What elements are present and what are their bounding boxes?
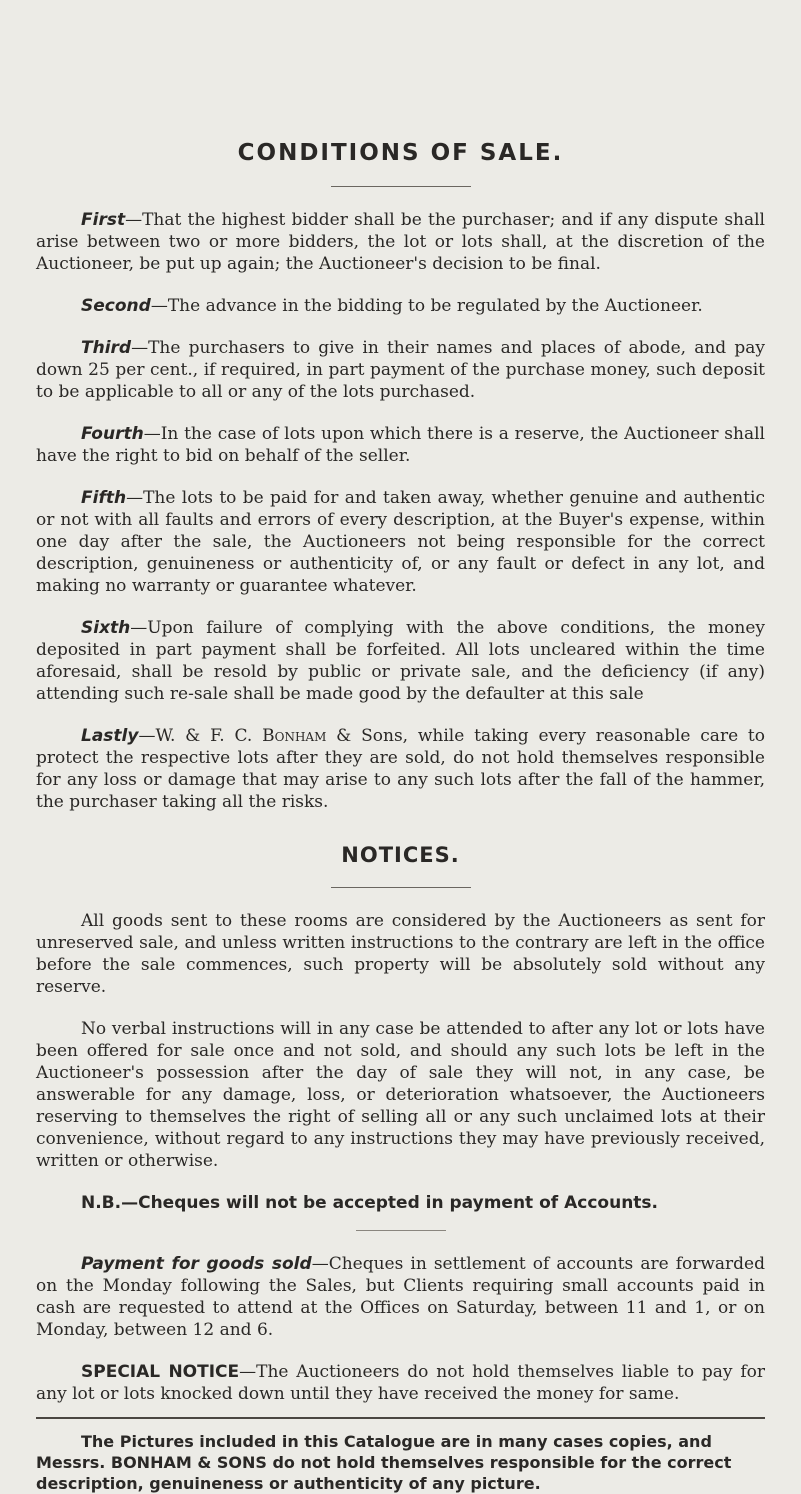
condition-lastly (36, 725, 765, 813)
condition-text: —Upon failure of complying with the above conditions, the money deposited in part payment shall be forfeited. All lots uncleared within the time aforesaid, shall be resold by public or private sale, and the deficiency (if any) attending such re-sale shall be made good by the defaulter at this sale (36, 618, 765, 704)
condition-sixth (36, 617, 765, 705)
footer-rule (36, 1417, 765, 1419)
condition-lead: Sixth (81, 618, 131, 638)
condition-text: —That the highest bidder shall be the purchaser; and if any dispute shall arise between two or more bidders, the lot or lots shall, at the discretion of the Auctioneer, be put up again; the Auctioneer's decision to be final. (36, 210, 765, 274)
condition-lead: First (81, 210, 126, 230)
cheques-note: N.B.—Cheques will not be accepted in payment of Accounts. (81, 1193, 658, 1213)
notices-rule (331, 887, 471, 888)
condition-text-post: & Sons, while taking every reasonable care to protect the respective lots after they are sold, do not hold themselves responsible for any loss or damage that may arise to any such lots after the fall of the hammer, the purchaser taking all the risks. (36, 726, 766, 812)
condition-first (36, 209, 765, 275)
condition-fourth (36, 423, 765, 467)
condition-text: —The purchasers to give in their names and places of abode, and pay down 25 per cent., if required, in part payment of the purchase money, such deposit to be applicable to all or any of the lots purchased. (36, 338, 765, 402)
condition-third (36, 337, 765, 403)
condition-lead: Second (81, 296, 151, 316)
notices-title: NOTICES. (341, 843, 460, 867)
notice-unreserved: All goods sent to these rooms are considered by the Auctioneers as sent for unreserved sale, and unless written instructions to the contrary are left in the office before the sale commences, such property will be absolutely sold without any reserve. (36, 911, 765, 997)
special-notice (36, 1361, 765, 1405)
condition-text: —The advance in the bidding to be regulated by the Auctioneer. (150, 296, 703, 316)
payment-notice (36, 1253, 765, 1341)
condition-fifth (36, 487, 765, 597)
condition-lead: Lastly (81, 726, 139, 746)
nb-rule (356, 1230, 446, 1231)
condition-text: —In the case of lots upon which there is a reserve, the Auctioneer shall have the right to bid on behalf of the seller. (36, 424, 765, 466)
condition-lead: Fourth (81, 424, 144, 444)
payment-lead: Payment for goods sold (81, 1254, 312, 1274)
condition-second (36, 295, 765, 317)
page-title: CONDITIONS OF SALE. (237, 140, 564, 166)
condition-lead: Fifth (81, 488, 127, 508)
special-text: —The Auctioneers do not hold themselves liable to pay for any lot or lots knocked down until they have received the money for same. (36, 1362, 765, 1404)
condition-text: —The lots to be paid for and taken away, whether genuine and authentic or not with all faults and errors of every description, at the Buyer's expense, within one day after the sale, the Auctioneers not being responsible for the correct description, genuineness or authenticity of, or any fault or defect in any lot, and making no warranty or guarantee whatever. (36, 488, 765, 596)
pictures-disclaimer: The Pictures included in this Catalogue are in many cases copies, and Messrs. BONHAM & SONS do not hold themselves responsible for the correct description, genuineness or authenticity of any picture. (36, 1432, 732, 1493)
firm-name: Bonham (262, 726, 327, 746)
special-lead: SPECIAL NOTICE (81, 1362, 240, 1382)
title-rule (331, 186, 471, 187)
payment-text: —Cheques in settlement of accounts are forwarded on the Monday following the Sales, but Clients requiring small accounts paid in cash are requested to attend at the Offices on Saturday, between 11 and 1, or on Monday, between 12 and 6. (36, 1254, 765, 1340)
notice-verbal-instructions: No verbal instructions will in any case be attended to after any lot or lots have been offered for sale once and not sold, and should any such lots be left in the Auctioneer's possession after the day of sale they will not, in any case, be answerable for any damage, loss, or deterioration whatsoever, the Auctioneers reserving to themselves the right of selling all or any such unclaimed lots at their convenience, without regard to any instructions they may have previously received, written or otherwise. (36, 1019, 765, 1171)
condition-lead: Third (81, 338, 132, 358)
condition-text-pre: —W. & F. C. (138, 726, 263, 746)
